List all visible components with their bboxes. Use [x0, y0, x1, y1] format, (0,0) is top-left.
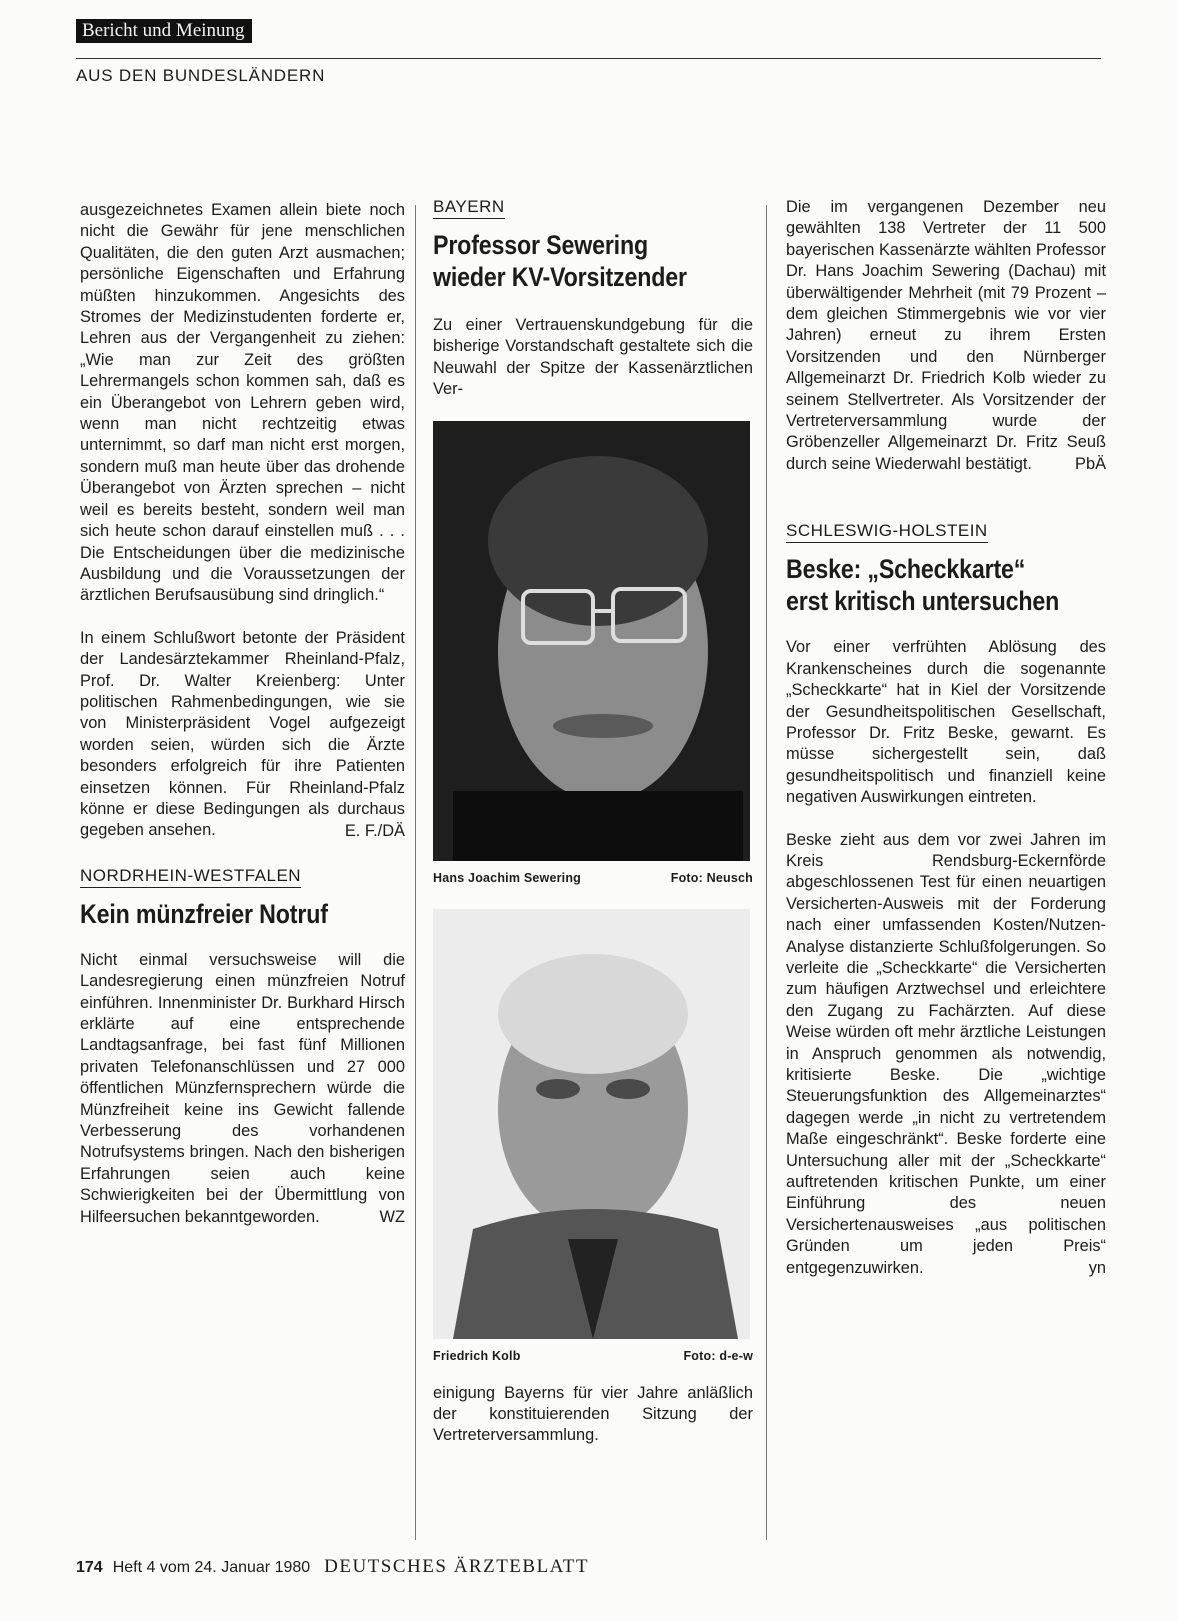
headline-line: wieder KV-Vorsitzender [433, 262, 687, 292]
header-rule [76, 58, 1101, 59]
portrait-image [433, 421, 750, 861]
right-column [786, 197, 1106, 1279]
issue-info: Heft 4 vom 24. Januar 1980 [112, 1559, 311, 1576]
portrait-photo-kolb [433, 909, 750, 1339]
body-paragraph: Die im vergangenen Dezember neu gewählten 138 Vertreter der 11 500 bayerischen Kassenärzte wählten Professor Dr. Hans Joachim Sewering (Dachau) mit überwältigender Mehrheit (mit 79 Prozent – dem gleichen Stimmergebnis wie vor vier Jahren) erneut zu ihrem Ersten Vorsitzenden und den Nürnberger Allgemeinarzt Dr. Friedrich Kolb wieder zu seinem Stellvertreter. Als Vorsitzender der Vertreterversammlung wurde der Gröbenzeller Allgemeinarzt Dr. Fritz Seuß durch seine Wiederwahl bestätigt. [786, 198, 1106, 473]
body-paragraph: Beske zieht aus dem vor zwei Jahren im Kreis Rendsburg-Eckernförde abgeschlossenen Test für einen neuartigen Versicherten-Ausweis mit der Forderung nach einer umfassenden Kosten/Nutzen-Analyse distanzierte Schlußfolgerungen. So verleite die „Scheckkarte“ die Versicherten zum häufigen Arztwechsel und erleichtere den Zugang zu Fachärzten. Auf diese Weise würden oft mehr ärztliche Leistungen in Anspruch genommen als notwendig, kritisierte Beske. Die „wichtige Steuerungsfunktion des Allgemeinarztes“ dagegen werde „in nicht zu vertretendem Maße eingeschränkt“. Beske forderte eine Untersuchung aller mit der „Scheckkarte“ auftretenden kritischen Punkte, um einer Einführung des neuen Versichertenausweises „aus politischen Gründen um jeden Preis“ entgegenzuwirken. [786, 830, 1106, 1277]
caption-credit: Foto: d-e-w [683, 1348, 753, 1363]
middle-column [433, 197, 753, 1447]
portrait-image [433, 909, 750, 1339]
author-signature: yn [1088, 1259, 1106, 1278]
author-signature: E. F./DÄ [344, 821, 405, 840]
headline-line: Beske: „Scheckkarte“ [786, 554, 1026, 585]
rubric-label: Bericht und Meinung [76, 19, 252, 43]
caption-name: Hans Joachim Sewering [433, 870, 581, 885]
journal-name: DEUTSCHES ÄRZTEBLATT [324, 1556, 590, 1577]
left-column [80, 200, 405, 1228]
photo-caption [433, 871, 753, 885]
body-paragraph: Vor einer verfrühten Ablösung des Krankenscheines durch die sogenannte „Scheckkarte“ hat in Kiel der Vorsitzende der Gesundheitspolitischen Gesellschaft, Professor Dr. Fritz Beske, gewarnt. Es müsse sichergestellt sein, daß gesundheitspolitisch und finanziell keine negativen Auswirkungen eintreten. [786, 638, 1106, 807]
body-paragraph: ausgezeichnetes Examen allein biete noch nicht die Gewähr für jene menschlichen Qualitäten, die den guten Arzt ausmachen; persönliche Eigenschaften und Erfahrung müßten hinzukommen. Angesichts des Stromes der Medizinstudenten forderte er, Lehren aus der Vergangenheit zu ziehen: „Wie man zur Zeit des größten Lehrermangels schon kommen sah, daß es ein Überangebot von Lehrern geben wird, wenn man nicht rechtzeitig etwas unternimmt, so darf man nicht erst morgen, sondern muß man heute über das drohende Überangebot von Ärzten sprechen – nicht weil es bereits besteht, sondern weil man sich heute schon darauf einstellen muß . . . Die Entscheidungen über die medizinische Ausbildung und die Voraussetzungen der ärztlichen Berufsausübung sind dringlich.“ [80, 201, 405, 605]
body-paragraph: In einem Schlußwort betonte der Präsident der Landesärztekammer Rheinland-Pfalz, Prof. Dr. Walter Kreienberg: Unter politischen Rahmenbedingungen, wie sie von Ministerpräsident Vogel aufgezeigt worden seien, würden sich die Ärzte besonders erfolgreich für ihre Patienten einsetzen können. Für Rheinland-Pfalz könne er diese Bedingungen als durchaus gegeben ansehen. [80, 628, 405, 840]
column-divider [415, 205, 416, 1540]
body-paragraph: Nicht einmal versuchsweise will die Landesregierung einen münzfreien Notruf einführen. Innenminister Dr. Burkhard Hirsch erklärte auf eine entsprechende Landtagsanfrage, bei fast fünf Millionen privaten Telefonanschlüssen und 27 000 öffentlichen Münzfernsprechern würde die Münzfreiheit keine ins Gewicht fallende Verbesserung des vorhandenen Notrufsystems bringen. Nach den bisherigen Erfahrungen seien auch keine Schwierigkeiten bei der Übermittlung von Hilfeersuchen bekanntgeworden. [80, 950, 405, 1226]
article-headline: Kein münzfreier Notruf [80, 898, 328, 929]
region-label: SCHLESWIG-HOLSTEIN [786, 521, 988, 543]
column-divider [766, 205, 767, 1540]
page-number: 174 [76, 1559, 103, 1576]
headline-line: erst kritisch untersuchen [786, 586, 1060, 617]
caption-credit: Foto: Neusch [670, 870, 753, 885]
portrait-photo-sewering [433, 421, 750, 861]
article-headline [433, 229, 752, 293]
region-label: BAYERN [433, 197, 505, 219]
photo-caption [433, 1349, 753, 1363]
caption-name: Friedrich Kolb [433, 1348, 521, 1363]
body-paragraph: Zu einer Vertrauenskundgebung für die bisherige Vorstandschaft gestaltete sich die Neuwahl der Spitze der Kassenärztlichen Ver- [433, 316, 753, 399]
region-label: NORDRHEIN-WESTFALEN [80, 866, 301, 888]
author-signature: PbÄ [1075, 455, 1106, 474]
article-headline [786, 553, 1105, 617]
headline-line: Professor Sewering [433, 230, 648, 260]
body-paragraph: einigung Bayerns für vier Jahre anläßlich der konstituierenden Sitzung der Vertreterversammlung. [433, 1383, 753, 1445]
page-footer [76, 1556, 589, 1578]
author-signature: WZ [379, 1208, 405, 1227]
section-heading: AUS DEN BUNDESLÄNDERN [76, 66, 326, 85]
